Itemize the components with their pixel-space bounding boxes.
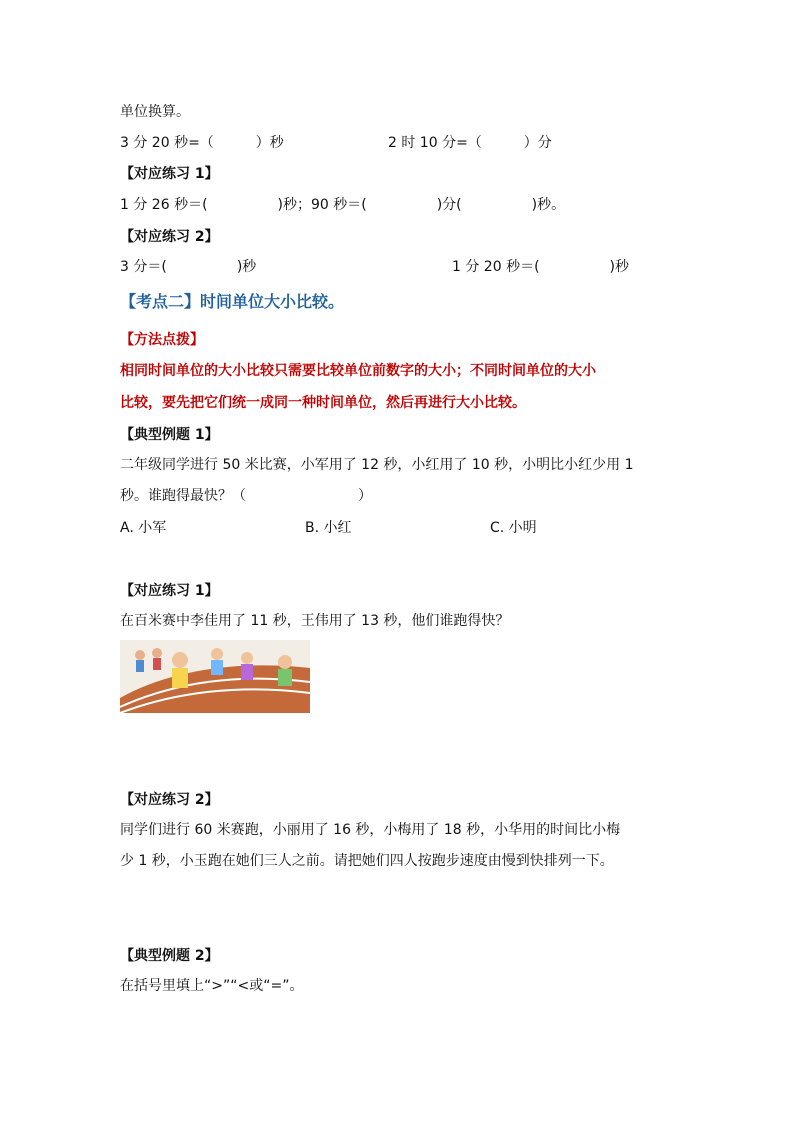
practice-2-title: 【对应练习 2】 <box>120 229 219 245</box>
intro-line: 单位换算。 <box>120 104 190 120</box>
method-line-1: 相同时间单位的大小比较只需要比较单位前数字的大小；不同时间单位的大小 <box>120 363 596 379</box>
section-2-title: 【考点二】时间单位大小比较。 <box>120 292 345 311</box>
practice-2b-title: 【对应练习 2】 <box>120 792 219 808</box>
method-line-2: 比较，要先把它们统一成同一种时间单位，然后再进行大小比较。 <box>120 395 526 411</box>
example-1-title: 【典型例题 1】 <box>120 427 219 443</box>
option-a: A. 小军 <box>120 520 167 536</box>
practice-1-title: 【对应练习 1】 <box>120 166 219 182</box>
question-1-left: 3 分 20 秒=（ ）秒 <box>120 135 284 151</box>
practice-2b-line-1: 同学们进行 60 米赛跑，小丽用了 16 秒，小梅用了 18 秒，小华用的时间比小梅 <box>120 822 621 838</box>
practice-1b-text: 在百米赛中李佳用了 11 秒，王伟用了 13 秒，他们谁跑得快？ <box>120 613 510 629</box>
option-c: C. 小明 <box>490 520 537 536</box>
practice-1b-title: 【对应练习 1】 <box>120 583 219 599</box>
practice-2-right: 1 分 20 秒＝( )秒 <box>452 259 629 275</box>
example-1-line-2: 秒。谁跑得最快？（ ） <box>120 488 372 504</box>
example-2-text: 在括号里填上“>”“<或“=”。 <box>120 978 304 994</box>
method-title: 【方法点拨】 <box>120 332 204 348</box>
practice-2-left: 3 分＝( )秒 <box>120 259 257 275</box>
example-2-title: 【典型例题 2】 <box>120 948 219 964</box>
option-b: B. 小红 <box>305 520 352 536</box>
question-1-right: 2 时 10 分=（ ）分 <box>388 135 552 151</box>
example-1-line-1: 二年级同学进行 50 米比赛，小军用了 12 秒，小红用了 10 秒，小明比小红少用 1 <box>120 457 634 473</box>
practice-2b-line-2: 少 1 秒，小玉跑在她们三人之前。请把她们四人按跑步速度由慢到快排列一下。 <box>120 853 614 869</box>
practice-1-text: 1 分 26 秒＝( )秒；90 秒＝( )分( )秒。 <box>120 197 566 213</box>
running-children-illustration <box>120 640 310 713</box>
